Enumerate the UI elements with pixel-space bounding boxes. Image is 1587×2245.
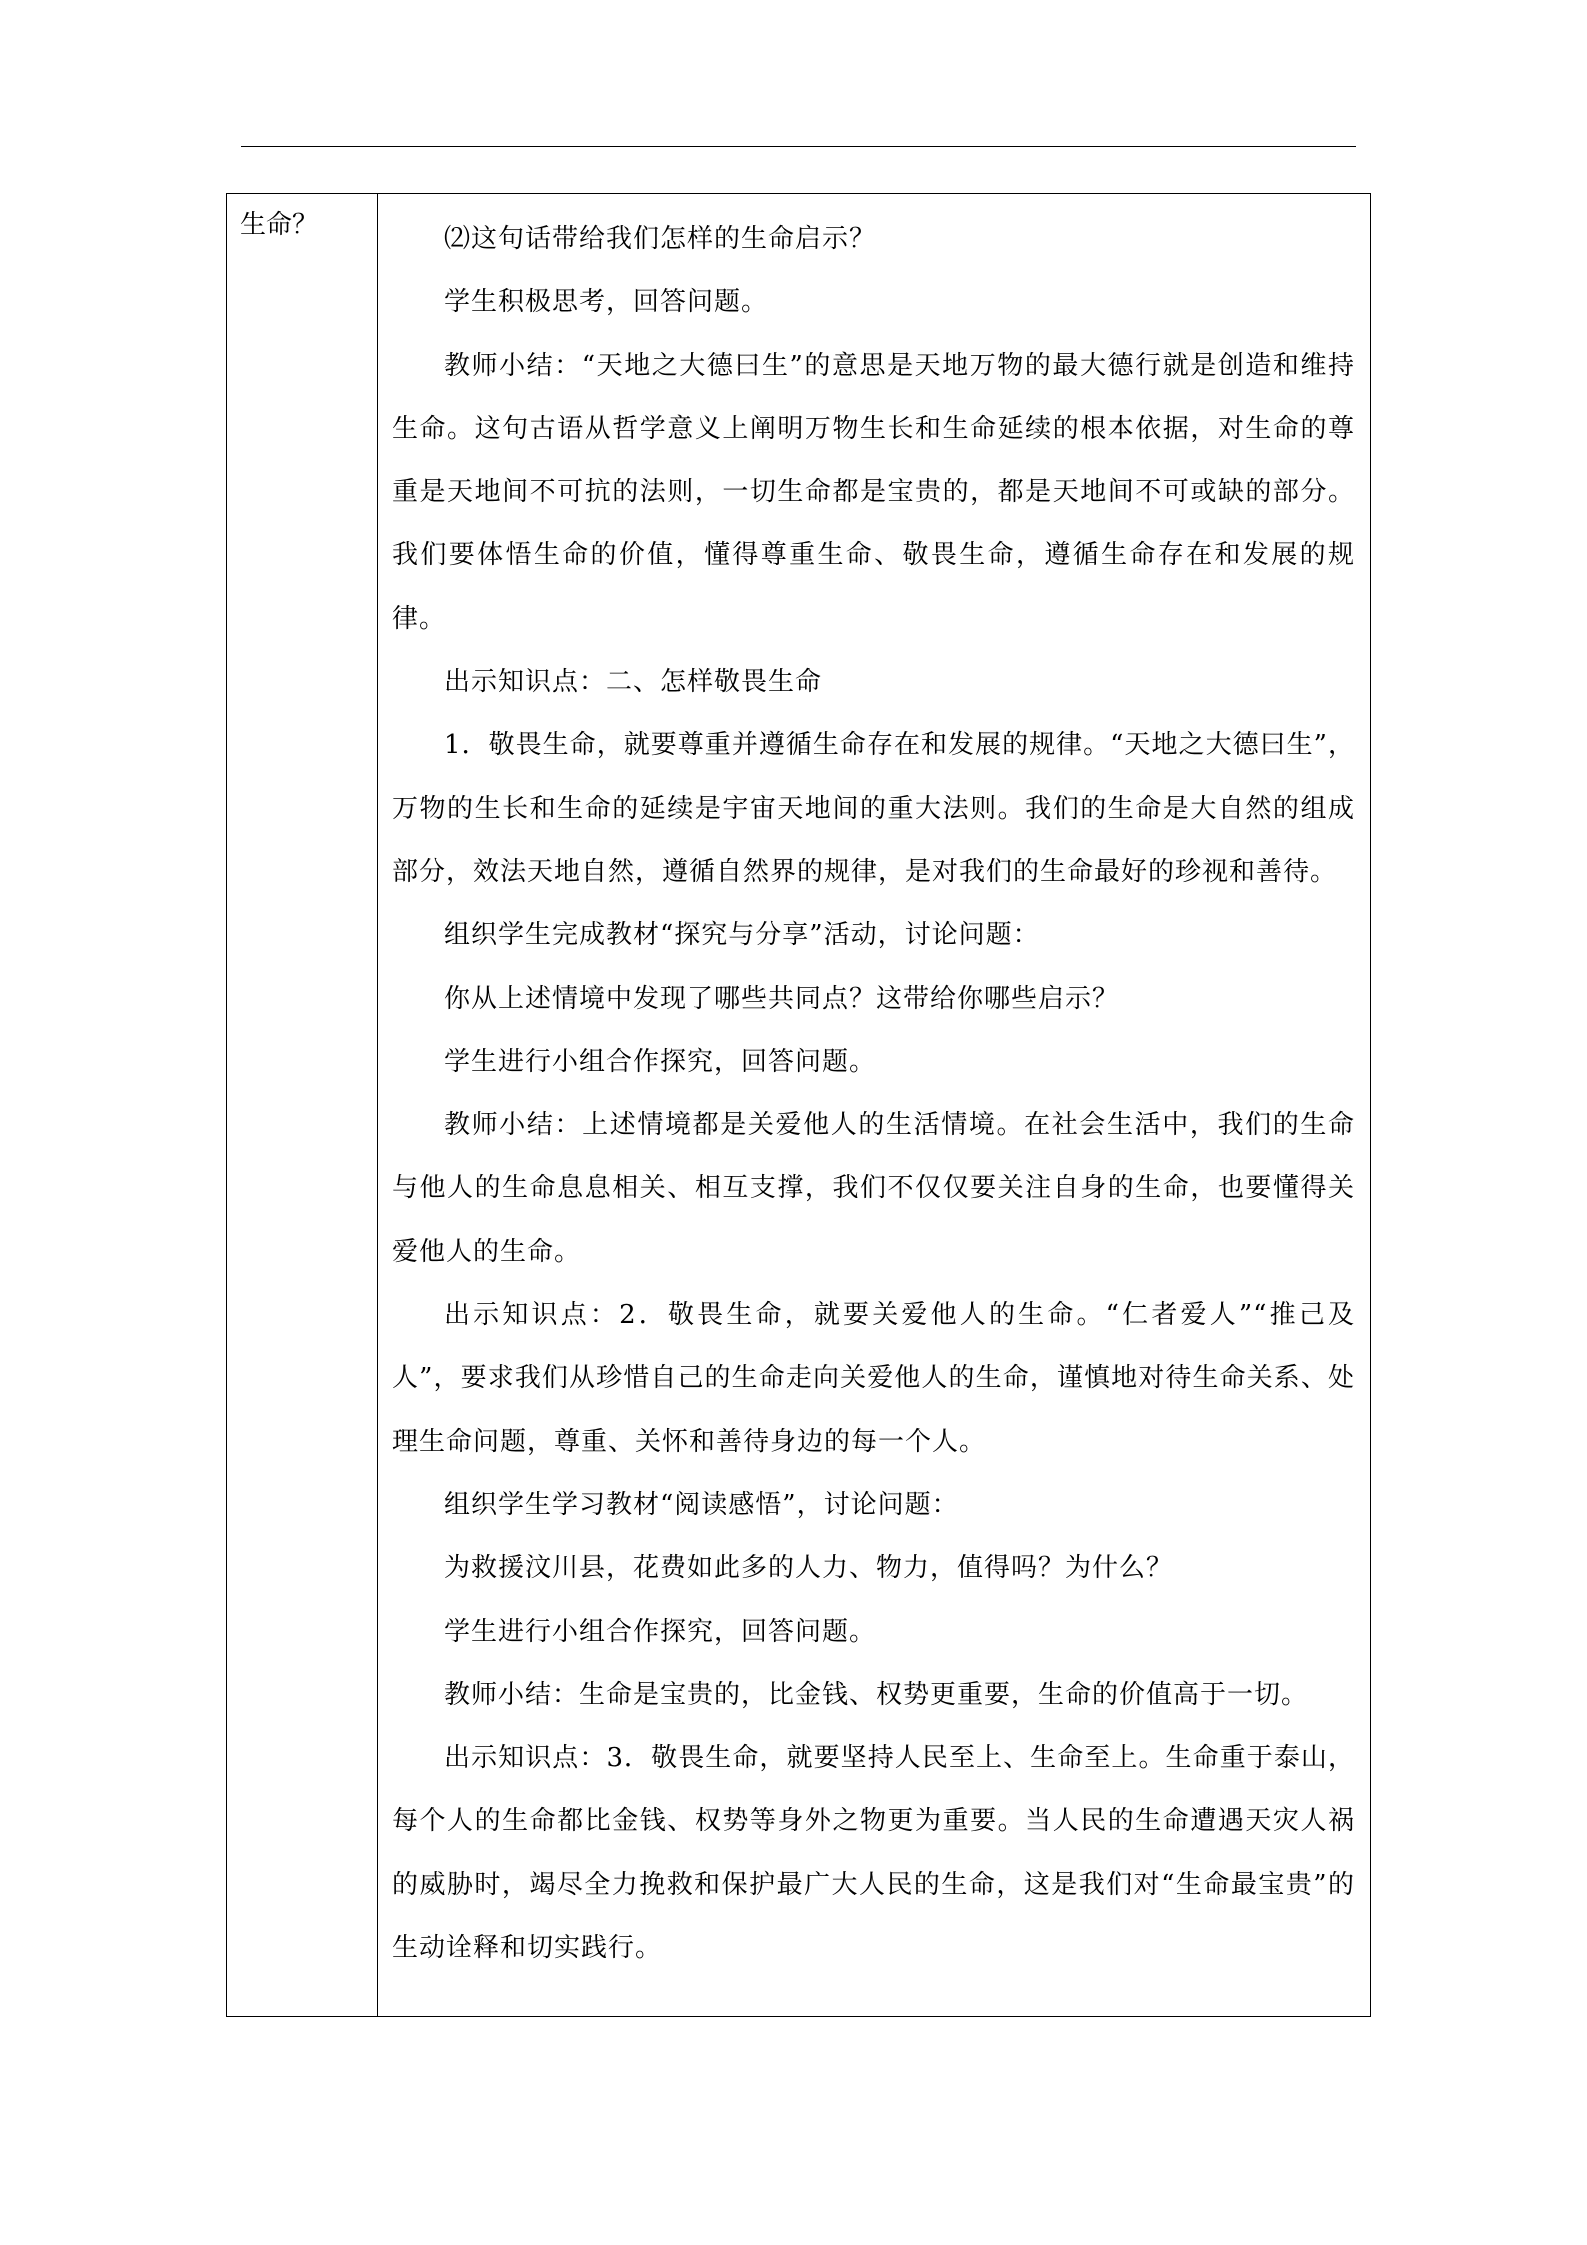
- left-cell: [227, 194, 378, 2016]
- paragraph: 学生进行小组合作探究，回答问题。: [444, 1616, 877, 1647]
- paragraph: ⑵这句话带给我们怎样的生命启示？: [444, 224, 877, 254]
- paragraph: 组织学生完成教材“探究与分享”活动，讨论问题：: [444, 920, 1040, 951]
- paragraph: 学生积极思考，回答问题。: [444, 287, 769, 318]
- paragraph: 教师小结：“天地之大德曰生”的意思是天地万物的最大德行就是创造和维持生命。这句古语从哲学意义上阐明万物生长和生命延续的根本依据，对生命的尊重是天地间不可抗的法则，一切生命都是宝贵的，都是天地间不可或缺的部分。我们要体悟生命的价值，懂得尊重生命、敬畏生命，遵循生命存在和发展的规律。: [392, 350, 1355, 634]
- left-cell-text: 生命？: [240, 210, 319, 240]
- paragraph: 学生进行小组合作探究，回答问题。: [444, 1046, 877, 1077]
- paragraph: 教师小结：生命是宝贵的，比金钱、权势更重要，生命的价值高于一切。: [444, 1679, 1309, 1710]
- paragraph: 为救援汶川县，花费如此多的人力、物力，值得吗？为什么？: [444, 1553, 1174, 1584]
- paragraph: 组织学生学习教材“阅读感悟”，讨论问题：: [444, 1489, 959, 1520]
- paragraph: 你从上述情境中发现了哪些共同点？这带给你哪些启示？: [444, 983, 1120, 1014]
- header-rule: [241, 146, 1356, 147]
- lesson-table: [226, 193, 1371, 2017]
- paragraph: 出示知识点：2．敬畏生命，就要关爱他人的生命。“仁者爱人”“推己及人”，要求我们从珍惜自己的生命走向关爱他人的生命，谨慎地对待生命关系、处理生命问题，尊重、关怀和善待身边的每一个人。: [392, 1300, 1355, 1457]
- paragraph: 教师小结：上述情境都是关爱他人的生活情境。在社会生活中，我们的生命与他人的生命息息相关、相互支撑，我们不仅仅要关注自身的生命，也要懂得关爱他人的生命。: [392, 1110, 1355, 1267]
- paragraph: 出示知识点：3．敬畏生命，就要坚持人民至上、生命至上。生命重于泰山，每个人的生命都比金钱、权势等身外之物更为重要。当人民的生命遭遇天灾人祸的威胁时，竭尽全力挽救和保护最广大人民的生命，这是我们对“生命最宝贵”的生动诠释和切实践行。: [392, 1743, 1355, 1964]
- paragraph: 1．敬畏生命，就要尊重并遵循生命存在和发展的规律。“天地之大德曰生”，万物的生长和生命的延续是宇宙天地间的重大法则。我们的生命是大自然的组成部分，效法天地自然，遵循自然界的规律，是对我们的生命最好的珍视和善待。: [392, 730, 1355, 887]
- right-cell: [378, 194, 1370, 2016]
- paragraph: 出示知识点：二、怎样敬畏生命: [444, 667, 823, 698]
